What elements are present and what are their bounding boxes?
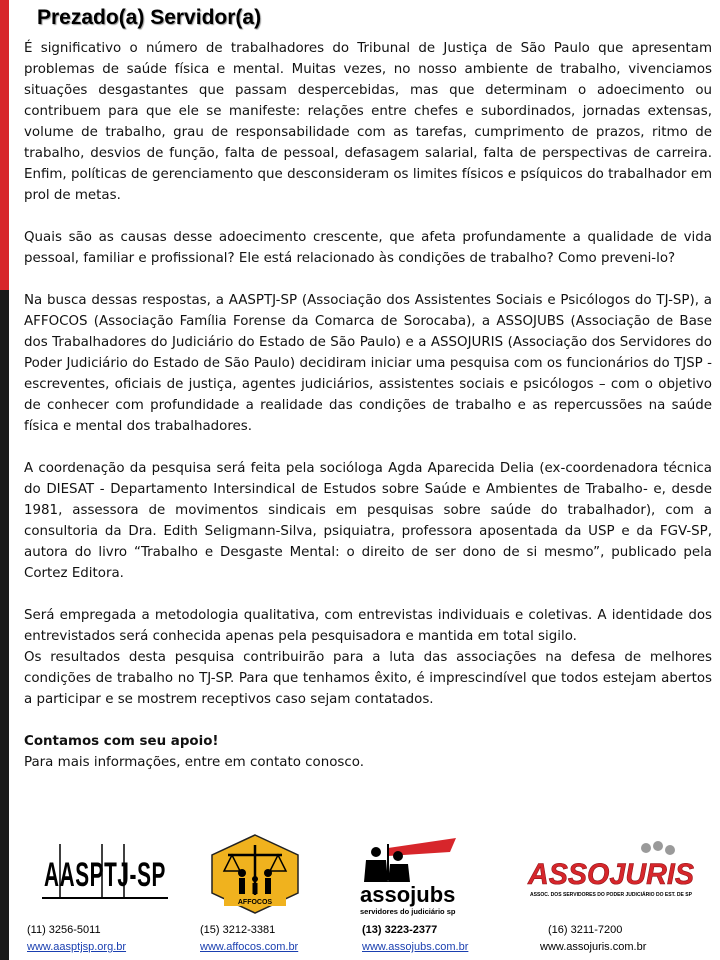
assojubs-logo <box>358 830 468 920</box>
aasptj-logo <box>40 840 170 910</box>
contact-assojubs <box>362 922 468 956</box>
contact-assojuris <box>540 922 646 956</box>
phone-assojuris: (16) 3211-7200 <box>548 924 623 936</box>
phone-affocos: (15) 3212-3381 <box>200 924 276 936</box>
side-accent-bar-red <box>0 0 9 290</box>
link-aasptj[interactable]: www.aasptjsp.org.br <box>27 941 127 953</box>
paragraph-questions: Quais são as causas desse adoecimento crescente, que afeta profundamente a qualidade de vida pessoal, familiar e profissional? Ele está relacionado às condições de trabalho? Como preveni-lo? <box>24 230 712 266</box>
svg-text:AASPTJ-SP: AASPTJ-SP <box>44 856 166 894</box>
paragraph-methodology: Será empregada a metodologia qualitativa, com entrevistas individuais e coletivas. A identidade dos entrevistados será conhecida apenas pela pesquisadora e mantida em total sigilo. <box>24 608 712 644</box>
svg-text:AFFOCOS: AFFOCOS <box>237 899 273 906</box>
phone-aasptj: (11) 3256-5011 <box>27 924 101 936</box>
contact-aasptj <box>27 922 126 956</box>
closing-support: Contamos com seu apoio! <box>24 734 219 749</box>
link-affocos[interactable]: www.affocos.com.br <box>200 941 299 953</box>
contact-affocos <box>200 922 298 956</box>
paragraph-coordination: A coordenação da pesquisa será feita pela socióloga Agda Aparecida Delia (ex-coordenadora técnica do DIESAT - Departamento Intersindical de Estudos sobre Saúde e Ambientes de Trabalho- e, desde 1981, assessora de movimentos sindicais em pesquisas sobre saúde do trabalhador), com a consultoria da Dra. Edith Seligmann-Silva, psiquiatra, professora aposentada da USP e da FGV-SP, autora do livro “Trabalho e Desgaste Mental: o direito de ser dono de si mesmo”, publicado pela Cortez Editora. <box>24 461 712 581</box>
svg-text:ASSOC. DOS SERVIDORES DO PODER: ASSOC. DOS SERVIDORES DO PODER JUDICIÁRIO DO EST. DE SP <box>530 892 704 898</box>
affocos-logo <box>210 833 300 915</box>
contact-list <box>0 922 720 960</box>
svg-text:servidores do judiciário sp: servidores do judiciário sp <box>360 907 456 916</box>
paragraph-associations: Na busca dessas respostas, a AASPTJ-SP (Associação dos Assistentes Sociais e Psicólogos do TJ-SP), a AFFOCOS (Associação Família Forense da Comarca de Sorocaba), a ASSOJUBS (Associação de Base dos Trabalhadores do Judiciário do Estado de São Paulo) e a ASSOJURIS (Associação dos Servidores do Poder Judiciário do Estado de São Paulo) decidiram iniciar uma pesquisa com os funcionários do TJSP - escreventes, oficiais de justiça, agentes judiciários, assistentes sociais e psicólogos – com o objetivo de conhecer com profundidade a realidade das condições de trabalho e as repercussões na saúde física e mental dos trabalhadores. <box>24 293 712 434</box>
page-title: Prezado(a) Servidor(a) <box>37 6 262 29</box>
letter-body <box>24 38 712 773</box>
link-assojubs[interactable]: www.assojubs.com.br <box>362 941 469 953</box>
phone-assojubs: (13) 3223-2377 <box>362 924 438 936</box>
paragraph-results: Os resultados desta pesquisa contribuirão para a luta das associações na defesa de melhores condições de trabalho no TJ-SP. Para que tenhamos êxito, é imprescindível que todos estejam abertos a participar e se mostrem receptivos caso sejam contatados. <box>24 650 712 707</box>
paragraph-intro: É significativo o número de trabalhadores do Tribunal de Justiça de São Paulo que apresentam problemas de saúde física e mental. Muitas vezes, no nosso ambiente de trabalho, vivenciamos situações desgastantes que passam despercebidas, mas que determinam o adoecimento ou contribuem para que ele se manifeste: relações entre chefes e subordinados, jornadas extensas, volume de trabalho, grau de responsabilidade com as tarefas, cumprimento de prazos, ritmo de trabalho, desvios de função, falta de pessoal, defasagem salarial, falta de perspectivas de carreira. Enfim, políticas de gerenciamento que desconsideram os limites físicos e psíquicos do trabalhador em prol de metas. <box>24 41 712 203</box>
svg-text:assojubs: assojubs <box>360 882 456 907</box>
partner-logos <box>0 820 720 920</box>
assojuris-logo <box>524 842 704 912</box>
link-assojuris[interactable]: www.assojuris.com.br <box>540 941 647 953</box>
closing-info: Para mais informações, entre em contato conosco. <box>24 755 364 770</box>
svg-text:ASSOJURIS: ASSOJURIS <box>527 858 694 891</box>
